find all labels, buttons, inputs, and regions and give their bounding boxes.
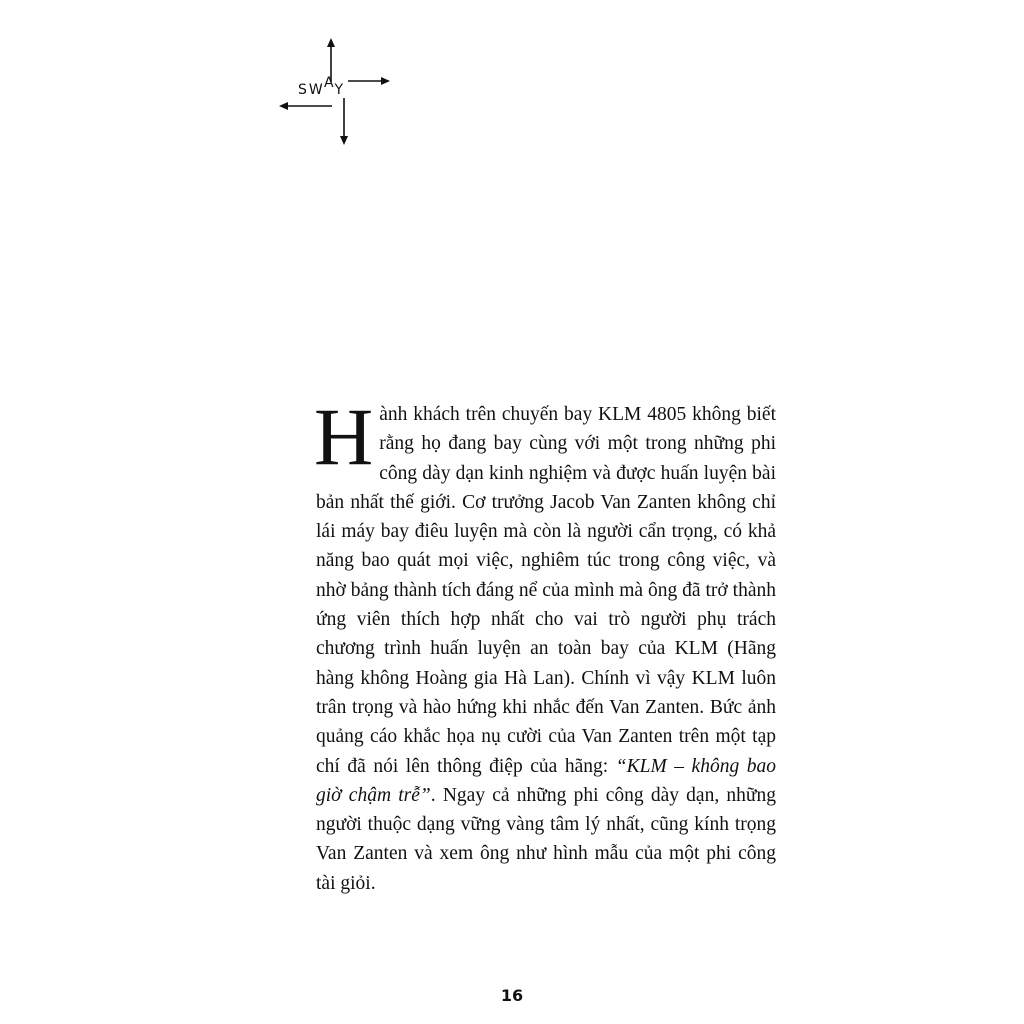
publisher-logo <box>278 38 392 146</box>
paragraph-text: ành khách trên chuyến bay KLM 4805 không biết rằng họ đang bay cùng với một trong những phi công dày dạn kinh nghiệm và được huấn luyện bài bản nhất thế giới. Cơ trưởng Jacob Van Zanten không chỉ lái máy bay điêu luyện mà còn là người cẩn trọng, có khả năng bao quát mọi việc, nghiêm túc trong công việc, và nhờ bảng thành tích đáng nể của mình mà ông đã trở thành ứng viên thích hợp nhất cho vai trò người phụ trách chương trình huấn luyện an toàn bay của KLM (Hãng hàng không Hoàng gia Hà Lan). Chính vì vậy KLM luôn trân trọng và hào hứng khi nhắc đến Van Zanten. Bức ảnh quảng cáo khắc họa nụ cười của Van Zanten trên một tạp chí đã nói lên thông điệp của hãng: <box>316 404 776 777</box>
article-paragraph <box>314 391 777 898</box>
article-body <box>314 391 777 898</box>
logo-wordmark: SWAY <box>298 75 346 98</box>
page-number: 16 <box>500 986 524 1005</box>
slogan-quote: “KLM – không bao giờ chậm trễ” <box>316 755 777 806</box>
drop-cap: H <box>314 391 374 482</box>
paragraph-text-end: . Ngay cả những phi công dày dạn, những người thuộc dạng vững vàng tâm lý nhất, cũng kính trọng Van Zanten và xem ông như hình mẫu của một phi công tài giỏi. <box>316 784 776 894</box>
